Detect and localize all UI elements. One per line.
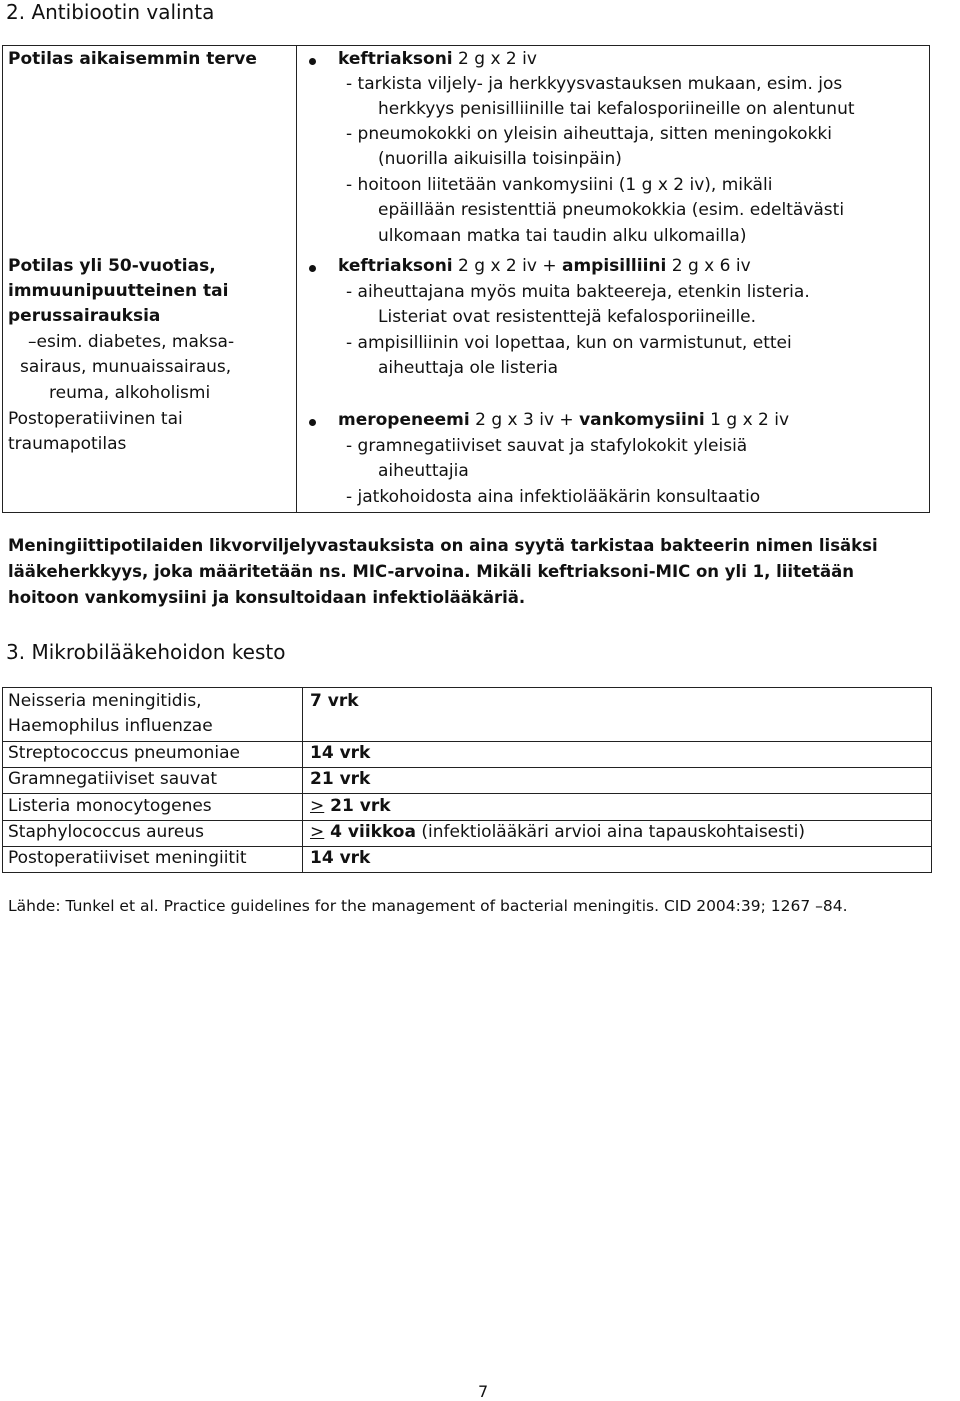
bullet-icon bbox=[309, 419, 316, 426]
source-citation: Lähde: Tunkel et al. Practice guidelines for the management of bacterial meningitis. CID 2004:39; 1267 –84. bbox=[8, 897, 848, 915]
pathogen-label: Gramnegatiiviset sauvat bbox=[8, 769, 218, 789]
note-paragraph-line: Meningiittipotilaiden likvorviljelyvastauksista on aina syytä tarkistaa bakteerin nimen lisäksi bbox=[8, 536, 878, 555]
duration-value: 7 vrk bbox=[310, 691, 359, 711]
section-2-heading: 2. Antibiootin valinta bbox=[6, 0, 215, 24]
regimen-note: ulkomaan matka tai taudin alku ulkomailla) bbox=[378, 226, 747, 246]
pathogen-label: Postoperatiiviset meningiitit bbox=[8, 848, 247, 868]
patient-group-detail: reuma, alkoholismi bbox=[49, 383, 211, 403]
regimen-note: epäillään resistenttiä pneumokokkia (esim. edeltävästi bbox=[378, 200, 845, 220]
regimen-note: aiheuttajia bbox=[378, 461, 469, 481]
pathogen-label: Haemophilus influenzae bbox=[8, 716, 213, 736]
row-divider bbox=[2, 846, 932, 847]
duration-value: 14 vrk bbox=[310, 743, 371, 763]
row-divider bbox=[2, 767, 932, 768]
regimen-line: meropeneemi 2 g x 3 iv + vankomysiini 1 g x 2 iv bbox=[338, 410, 790, 430]
patient-group-detail: sairaus, munuaissairaus, bbox=[20, 357, 232, 377]
note-paragraph-line: hoitoon vankomysiini ja konsultoidaan infektiolääkäriä. bbox=[8, 588, 526, 607]
table-divider bbox=[296, 45, 297, 513]
regimen-note: aiheuttaja ole listeria bbox=[378, 358, 558, 378]
row-divider bbox=[2, 793, 932, 794]
duration-value: 21 vrk bbox=[310, 769, 371, 789]
regimen-note: - pneumokokki on yleisin aiheuttaja, sitten meningokokki bbox=[346, 124, 832, 144]
regimen-note: - jatkohoidosta aina infektiolääkärin konsultaatio bbox=[346, 487, 761, 507]
regimen-note: - aiheuttajana myös muita bakteereja, etenkin listeria. bbox=[346, 282, 810, 302]
duration-value: > 4 viikkoa (infektiolääkäri arvioi aina tapauskohtaisesti) bbox=[310, 822, 806, 842]
pathogen-label: Neisseria meningitidis, bbox=[8, 691, 202, 711]
section-3-heading: 3. Mikrobilääkehoidon kesto bbox=[6, 640, 286, 664]
regimen-note: - hoitoon liitetään vankomysiini (1 g x 2 iv), mikäli bbox=[346, 175, 773, 195]
patient-group-detail: –esim. diabetes, maksa- bbox=[28, 332, 235, 352]
patient-group-label: perussairauksia bbox=[8, 306, 161, 326]
row-divider bbox=[2, 741, 932, 742]
duration-value: > 21 vrk bbox=[310, 796, 391, 816]
regimen-note: herkkyys penisilliinille tai kefalosporiineille on alentunut bbox=[378, 99, 855, 119]
patient-group-label: Potilas aikaisemmin terve bbox=[8, 49, 257, 69]
page-number: 7 bbox=[478, 1382, 489, 1401]
regimen-note: - ampisilliinin voi lopettaa, kun on varmistunut, ettei bbox=[346, 333, 792, 353]
regimen-note: (nuorilla aikuisilla toisinpäin) bbox=[378, 149, 622, 169]
patient-group-label: Postoperatiivinen tai bbox=[8, 409, 183, 429]
row-divider bbox=[2, 820, 932, 821]
pathogen-label: Staphylococcus aureus bbox=[8, 822, 204, 842]
note-paragraph-line: lääkeherkkyys, joka määritetään ns. MIC-arvoina. Mikäli keftriaksoni-MIC on yli 1, liitetään bbox=[8, 562, 855, 581]
regimen-note: Listeriat ovat resistenttejä kefalosporiineille. bbox=[378, 307, 757, 327]
bullet-icon bbox=[309, 58, 316, 65]
pathogen-label: Listeria monocytogenes bbox=[8, 796, 212, 816]
patient-group-label: traumapotilas bbox=[8, 434, 127, 454]
regimen-note: - tarkista viljely- ja herkkyysvastauksen mukaan, esim. jos bbox=[346, 74, 843, 94]
regimen-note: - gramnegatiiviset sauvat ja stafylokokit yleisiä bbox=[346, 436, 748, 456]
bullet-icon bbox=[309, 265, 316, 272]
regimen-line: keftriaksoni 2 g x 2 iv + ampisilliini 2 g x 6 iv bbox=[338, 256, 751, 276]
patient-group-label: Potilas yli 50-vuotias, bbox=[8, 256, 216, 276]
patient-group-label: immuunipuutteinen tai bbox=[8, 281, 229, 301]
duration-value: 14 vrk bbox=[310, 848, 371, 868]
regimen-line: keftriaksoni 2 g x 2 iv bbox=[338, 49, 537, 69]
pathogen-label: Streptococcus pneumoniae bbox=[8, 743, 240, 763]
